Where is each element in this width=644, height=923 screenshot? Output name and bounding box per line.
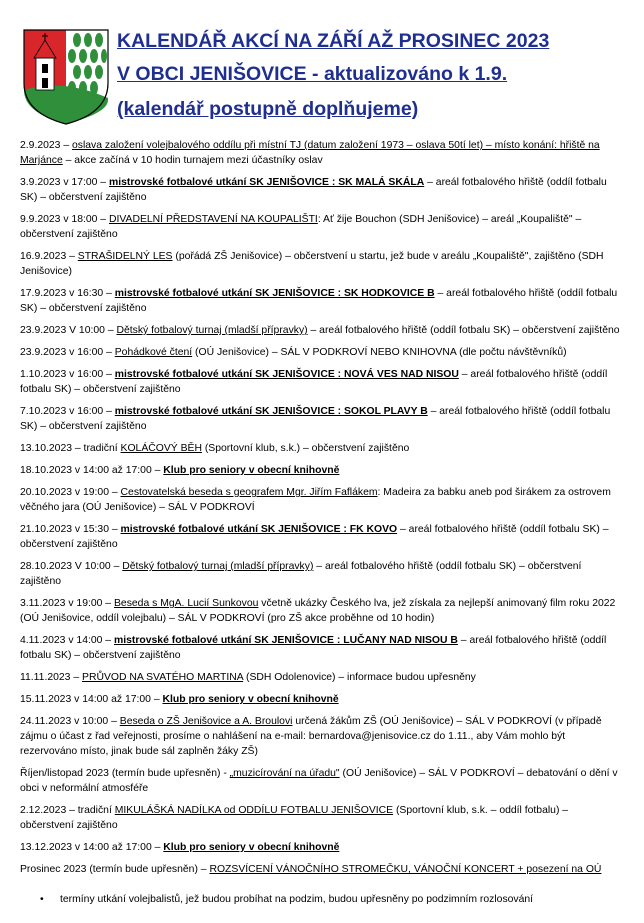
event-date: 4.11.2023 v 14:00 – [20,635,114,646]
event-item [20,441,624,456]
event-title: mistrovské fotbalové utkání SK JENIŠOVICE : NOVÁ VES NAD NISOU [114,369,459,380]
event-title: Beseda s MgA. Lucií Sunkovou [113,598,259,609]
event-date: 23.9.2023 V 10:00 – [20,325,117,336]
notes-list [40,892,630,907]
event-date: 15.11.2023 v 14:00 až 17:00 – [20,694,163,705]
event-details: (SDH Odolenovice) – informace budou upřesněny [243,672,476,683]
event-title: mistrovské fotbalové utkání SK JENIŠOVICE : FK KOVO [120,524,398,535]
event-item [20,404,624,434]
event-title: mistrovské fotbalové utkání SK JENIŠOVICE : SOKOL PLAVY B [114,406,428,417]
event-item [20,670,624,685]
event-title: STRAŠIDELNÝ LES [77,251,173,262]
event-item [20,323,624,338]
event-date: 16.9.2023 – [20,251,78,262]
event-item [20,559,624,589]
event-title: PRŮVOD NA SVATÉHO MARTINA [82,672,244,683]
event-details: (Sportovní klub, s.k.) – občerstvení zajištěno [201,443,410,454]
event-details: (pořádá ZŠ Jenišovice) – občerstvení u startu, jež bude v areálu „Koupaliště", zajištěno (SDH Jenišovice) [20,251,604,277]
event-title: Beseda o ZŠ Jenišovice a A. Broulovi [119,716,293,727]
event-details: – areál fotbalového hřiště (oddíl fotbalu SK) – občerstvení zajištěno [307,325,620,336]
title-line-2: V OBCI JENIŠOVICE - aktualizováno k 1.9. [117,63,508,85]
event-title: Klub pro seniory v obecní knihovně [162,694,339,705]
event-item [20,138,624,168]
event-date: 20.10.2023 v 19:00 – [20,487,121,498]
event-details: : Ať žije Bouchon (SDH Jenišovice) – areál „Koupaliště" – občerstvení zajištěno [20,214,582,240]
event-item [20,862,624,877]
event-date: 13.10.2023 – tradiční [20,443,121,454]
municipal-coat-of-arms-icon [22,28,110,126]
document-header [0,0,644,135]
event-details: – areál fotbalového hřiště (oddíl fotbalu SK) – občerstvení zajištěno [20,635,607,661]
event-title: Pohádkové čtení [114,347,193,358]
event-item [20,596,624,626]
event-list [20,138,624,884]
event-details: – areál fotbalového hřiště (oddíl fotbalu SK) – občerstvení zajištěno [20,524,609,550]
event-title: „muzicírování na úřadu" [229,768,340,779]
event-details: (Sportovní klub, s.k. – oddíl fotbalu) – občerstvení zajištěno [20,805,569,831]
event-item [20,485,624,515]
event-item [20,692,624,707]
event-details: – areál fotbalového hřiště (oddíl fotbalu SK) – občerstvení zajištěno [20,369,608,395]
event-title: MIKULÁŠKÁ NADÍLKA od ODDÍLU FOTBALU JENIŠOVICE [114,805,394,816]
event-date: 11.11.2023 – [20,672,83,683]
event-date: 23.9.2023 v 16:00 – [20,347,115,358]
event-title: Dětský fotbalový turnaj (mladší přípravky) [122,561,314,572]
note-item [40,892,630,907]
event-item [20,766,624,796]
event-title: mistrovské fotbalové utkání SK JENIŠOVICE : SK MALÁ SKÁLA [108,177,425,188]
event-title: Cestovatelská beseda s geografem Mgr. Jiřím Faflákem [120,487,378,498]
event-date: 2.12.2023 – tradiční [20,805,115,816]
event-date: 13.12.2023 v 14:00 až 17:00 – [20,842,164,853]
event-date: Prosinec 2023 (termín bude upřesněn) – [20,864,210,875]
event-details: – areál fotbalového hřiště (oddíl fotbalu SK) – občerstvení zajištěno [20,561,582,587]
event-details: – areál fotbalového hřiště (oddíl fotbalu SK) – občerstvení zajištěno [20,406,611,432]
event-item [20,840,624,855]
event-title: mistrovské fotbalové utkání SK JENIŠOVICE : SK HODKOVICE B [114,288,435,299]
event-item [20,367,624,397]
event-title: DIVADELNÍ PŘEDSTAVENÍ NA KOUPALIŠTI [108,214,318,225]
bullet-icon: • [40,894,44,905]
event-details: – areál fotbalového hřiště (oddíl fotbalu SK) – občerstvení zajištěno [20,177,607,203]
event-date: Říjen/listopad 2023 (termín bude upřesněn) - [20,768,230,779]
event-item [20,175,624,205]
event-date: 3.11.2023 v 19:00 – [20,598,114,609]
event-item [20,633,624,663]
event-details: včetně ukázky Českého lva, jež získala za nejlepší animovaný film roku 2022 (OÚ Jenišovice, oddíl volejbalu) – SÁL V PODKROVÍ (pro ZŠ akce proběhne od 10 hodin) [20,598,616,624]
event-date: 1.10.2023 v 16:00 – [20,369,115,380]
event-date: 2.9.2023 – [20,140,72,151]
title-line-3: (kalendář postupně doplňujeme) [117,98,419,120]
event-title: Klub pro seniory v obecní knihovně [163,842,340,853]
event-title: mistrovské fotbalové utkání SK JENIŠOVICE : LUČANY NAD NISOU B [113,635,458,646]
event-item [20,212,624,242]
event-item [20,345,624,360]
event-details: : Madeira za babku aneb pod širákem za ostrovem věčného jara (OÚ Jenišovice) – SÁL V PODKROVÍ [20,487,611,513]
event-details: (OÚ Jenišovice) – SÁL V PODKROVÍ – debatování o dění v obci v neformální atmosféře [20,768,618,794]
event-date: 21.10.2023 v 15:30 – [20,524,121,535]
event-item [20,286,624,316]
event-item [20,463,624,478]
event-item [20,522,624,552]
event-date: 9.9.2023 v 18:00 – [20,214,109,225]
event-details: určená žákům ZŠ (OÚ Jenišovice) – SÁL V PODKROVÍ (v případě zájmu o účast z řad veřejnosti, prosíme o nahlášení na e-mail: bernardova@jenisovice.cz do 1.11., aby Vám mohlo být rezervováno místo, jinak bude sál zaplněn žáky ZŠ) [20,716,602,757]
event-details: – akce začíná v 10 hodin turnajem mezi účastníky oslav [62,155,323,166]
event-date: 28.10.2023 V 10:00 – [20,561,123,572]
event-date: 18.10.2023 v 14:00 až 17:00 – [20,465,164,476]
event-title: Klub pro seniory v obecní knihovně [163,465,340,476]
event-details: (OÚ Jenišovice) – SÁL V PODKROVÍ NEBO KNIHOVNA (dle počtu návštěvníků) [192,347,567,358]
event-item [20,249,624,279]
event-title: oslava založení volejbalového oddílu při místní TJ (datum založení 1973 – oslava 50tí let) – místo konání: hřiště na Marjánce [20,140,600,166]
event-title: Dětský fotbalový turnaj (mladší přípravky) [116,325,308,336]
event-date: 7.10.2023 v 16:00 – [20,406,115,417]
note-text: termíny utkání volejbalistů, jež budou probíhat na podzim, budou upřesněny po podzimním rozlosování [60,894,534,905]
event-item [20,803,624,833]
title-line-1: KALENDÁŘ AKCÍ NA ZÁŘÍ AŽ PROSINEC 2023 [117,30,550,52]
event-title: ROZSVÍCENÍ VÁNOČNÍHO STROMEČKU, VÁNOČNÍ KONCERT + posezení na OÚ [209,864,602,875]
event-item [20,714,624,759]
event-date: 17.9.2023 v 16:30 – [20,288,115,299]
event-date: 24.11.2023 v 10:00 – [20,716,120,727]
event-title: KOLÁČOVÝ BĚH [120,443,202,454]
event-date: 3.9.2023 v 17:00 – [20,177,109,188]
event-details: – areál fotbalového hřiště (oddíl fotbalu SK) – občerstvení zajištěno [20,288,618,314]
